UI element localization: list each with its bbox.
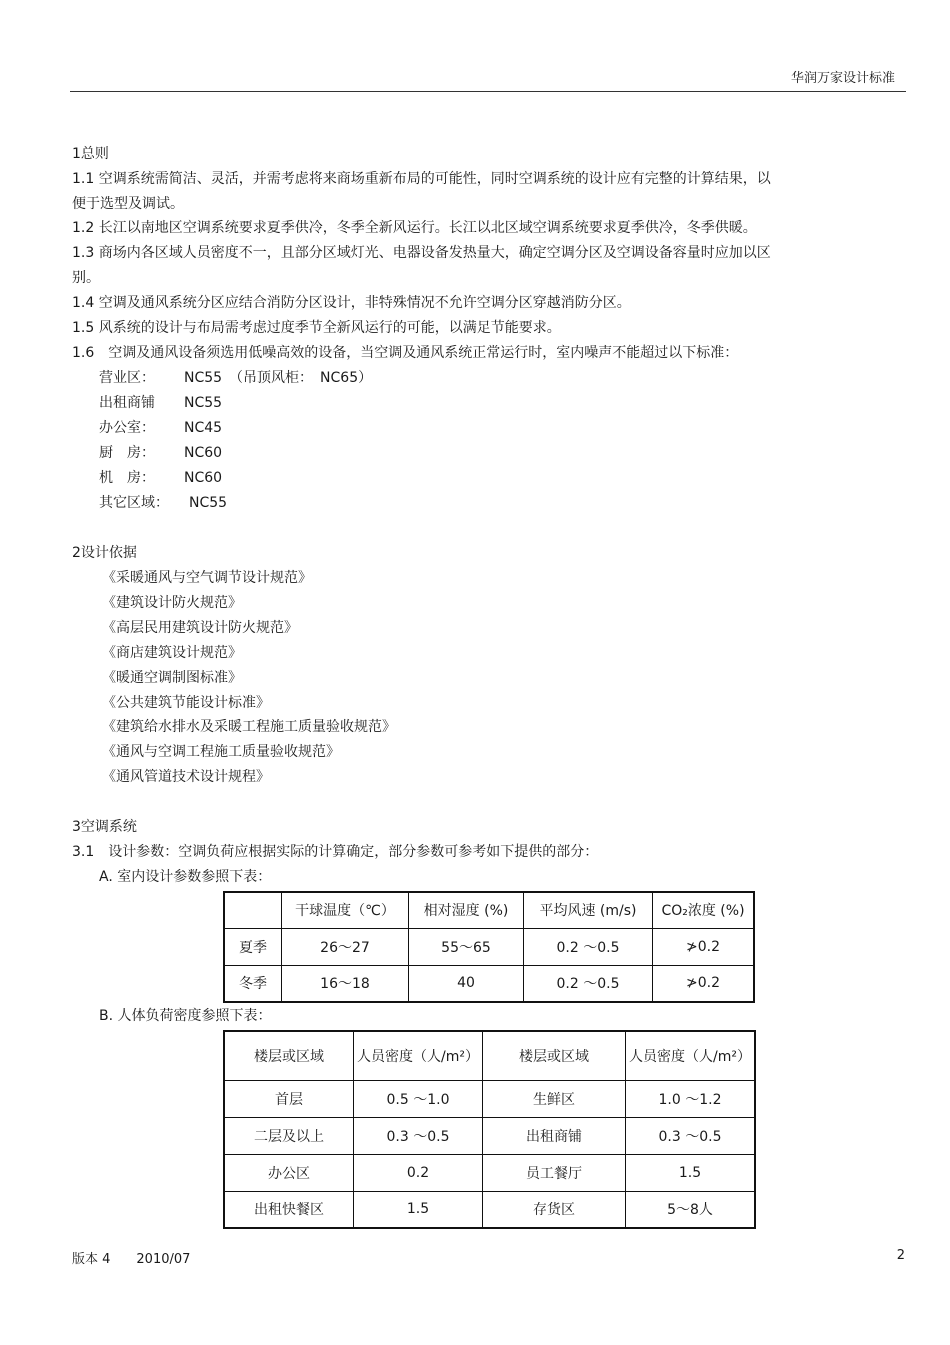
- table-cell: 冬季: [224, 965, 282, 1002]
- paragraph-1-6: 1.6 空调及通风设备须选用低噪高效的设备，当空调及通风系统正常运行时，室内噪声不能超过以下标准：: [72, 345, 739, 361]
- table-cell: 存货区: [483, 1191, 626, 1228]
- table-cell: 首层: [224, 1080, 354, 1117]
- table-row: [224, 1080, 755, 1117]
- table-cell: 16～18: [282, 965, 409, 1002]
- table-cell: 1.0 ～1.2: [626, 1080, 756, 1117]
- noise-value: NC55: [184, 395, 223, 411]
- section1-heading: 1总则: [72, 146, 109, 162]
- table-row: [224, 1117, 755, 1154]
- header-title: 华润万家设计标准: [790, 71, 895, 86]
- footer-version: 版本 4 2010/07: [72, 1252, 191, 1267]
- table-row: [224, 965, 754, 1002]
- table-cell: 0.2 ～0.5: [524, 965, 653, 1002]
- noise-value: NC60: [184, 445, 223, 461]
- noise-label: 出租商铺: [99, 395, 155, 411]
- table-cell: 生鲜区: [483, 1080, 626, 1117]
- reference-item: 《建筑给水排水及采暖工程施工质量验收规范》: [102, 719, 396, 735]
- paragraph-1-3: 1.3 商场内各区域人员密度不一，且部分区域灯光、电器设备发热量大，确定空调分区及空调设备容量时应加以区: [72, 245, 771, 261]
- table-cell: 夏季: [224, 928, 282, 965]
- reference-item: 《采暖通风与空气调节设计规范》: [102, 570, 312, 586]
- reference-item: 《通风与空调工程施工质量验收规范》: [102, 744, 340, 760]
- table-header-cell: 楼层或区域: [483, 1031, 626, 1080]
- paragraph-1-1: 1.1 空调系统需简洁、灵活，并需考虑将来商场重新布局的可能性，同时空调系统的设计应有完整的计算结果，以: [72, 171, 771, 187]
- table-cell: 员工餐厅: [483, 1154, 626, 1191]
- noise-item: [99, 493, 228, 513]
- table-cell: ≯0.2: [653, 965, 755, 1002]
- noise-label: 办公室：: [99, 420, 155, 436]
- table-header-cell: CO₂浓度 (%): [653, 892, 755, 928]
- noise-item: [99, 368, 373, 388]
- page-number: 2: [896, 1248, 905, 1263]
- table-row: [224, 928, 754, 965]
- table-header-cell: [224, 892, 282, 928]
- paragraph-3-1: 3.1 设计参数：空调负荷应根据实际的计算确定，部分参数可参考如下提供的部分：: [72, 844, 599, 860]
- header-rule: [70, 91, 906, 92]
- indoor-design-parameters-table: [223, 891, 755, 1003]
- table-cell: 0.2 ～0.5: [524, 928, 653, 965]
- table-cell: 0.3 ～0.5: [626, 1117, 756, 1154]
- paragraph-1-4: 1.4 空调及通风系统分区应结合消防分区设计，非特殊情况不允许空调分区穿越消防分区。: [72, 295, 631, 311]
- noise-label: 营业区：: [99, 370, 155, 386]
- section3-heading: 3空调系统: [72, 819, 137, 835]
- table-cell: 1.5: [354, 1191, 483, 1228]
- noise-label: 其它区域：: [99, 495, 169, 511]
- noise-item: [99, 393, 223, 413]
- table-header-cell: 楼层或区域: [224, 1031, 354, 1080]
- table-a-title: A. 室内设计参数参照下表：: [99, 869, 272, 885]
- table-header-row: [224, 892, 754, 928]
- reference-item: 《公共建筑节能设计标准》: [102, 695, 270, 711]
- table-header-cell: 相对湿度 (%): [409, 892, 524, 928]
- table-cell: 26～27: [282, 928, 409, 965]
- table-cell: 0.3 ～0.5: [354, 1117, 483, 1154]
- table-header-cell: 平均风速 (m/s): [524, 892, 653, 928]
- table-cell: 55～65: [409, 928, 524, 965]
- table-cell: 0.5 ～1.0: [354, 1080, 483, 1117]
- reference-item: 《商店建筑设计规范》: [102, 645, 242, 661]
- table-cell: 1.5: [626, 1154, 756, 1191]
- table-cell: 出租快餐区: [224, 1191, 354, 1228]
- noise-item: [99, 443, 223, 463]
- table-cell: 办公区: [224, 1154, 354, 1191]
- paragraph-1-2: 1.2 长江以南地区空调系统要求夏季供冷，冬季全新风运行。长江以北区域空调系统要求夏季供冷，冬季供暖。: [72, 220, 757, 236]
- table-cell: 二层及以上: [224, 1117, 354, 1154]
- table-header-row: [224, 1031, 755, 1080]
- noise-item: [99, 418, 223, 438]
- table-header-cell: 人员密度（人/m²）: [626, 1031, 756, 1080]
- table-cell: 5～8人: [626, 1191, 756, 1228]
- table-row: [224, 1154, 755, 1191]
- noise-label: 厨 房：: [99, 445, 155, 461]
- table-header-cell: 干球温度（℃）: [282, 892, 409, 928]
- occupant-density-table: [223, 1030, 756, 1229]
- paragraph-1-5: 1.5 风系统的设计与布局需考虑过度季节全新风运行的可能，以满足节能要求。: [72, 320, 561, 336]
- paragraph-1-1-cont: 便于选型及调试。: [72, 196, 184, 212]
- noise-item: [99, 468, 223, 488]
- table-cell: 40: [409, 965, 524, 1002]
- table-b-title: B. 人体负荷密度参照下表：: [99, 1008, 272, 1024]
- noise-label: 机 房：: [99, 470, 155, 486]
- paragraph-1-3-cont: 别。: [72, 270, 100, 286]
- reference-item: 《建筑设计防火规范》: [102, 595, 242, 611]
- noise-value: NC45: [184, 420, 223, 436]
- reference-item: 《通风管道技术设计规程》: [102, 769, 270, 785]
- section2-heading: 2设计依据: [72, 545, 137, 561]
- noise-value: NC55 （吊顶风柜： NC65）: [184, 370, 373, 386]
- reference-item: 《高层民用建筑设计防火规范》: [102, 620, 298, 636]
- table-cell: 出租商铺: [483, 1117, 626, 1154]
- table-header-cell: 人员密度（人/m²）: [354, 1031, 483, 1080]
- noise-value: NC60: [184, 470, 223, 486]
- table-cell: ≯0.2: [653, 928, 755, 965]
- noise-value: NC55: [189, 495, 228, 511]
- table-row: [224, 1191, 755, 1228]
- table-cell: 0.2: [354, 1154, 483, 1191]
- reference-item: 《暖通空调制图标准》: [102, 670, 242, 686]
